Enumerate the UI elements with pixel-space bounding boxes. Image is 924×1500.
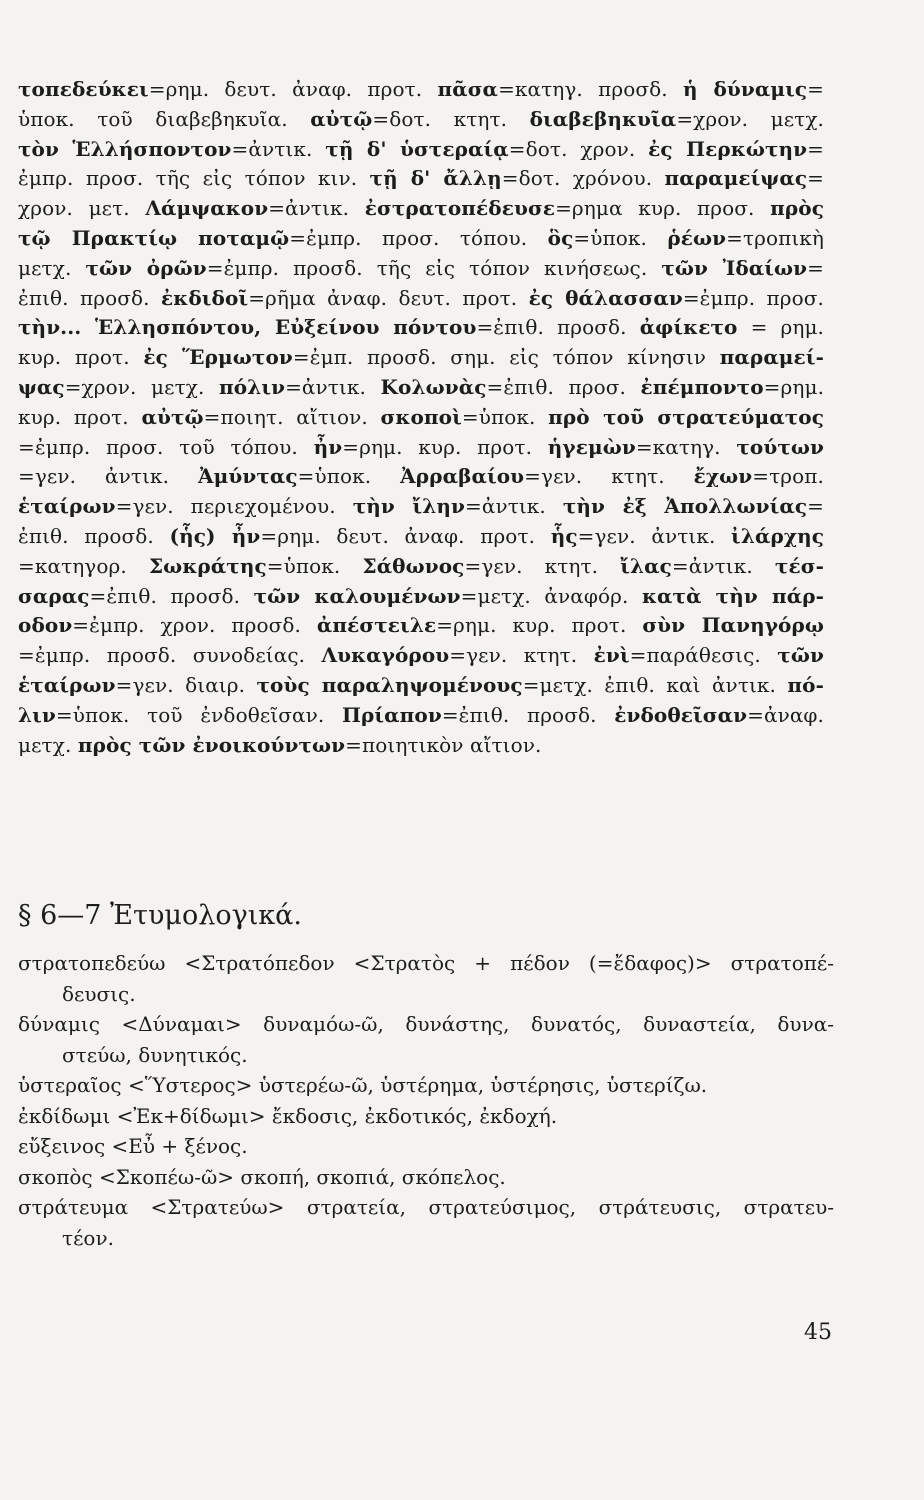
analyzed-word: παραμεί- — [719, 345, 824, 370]
analyzed-word: ἐκδιδοῖ — [160, 285, 249, 310]
analyzed-word: τῶν Ἰδαίων — [661, 255, 808, 280]
grammar-note: =ἐμπρ. προσ. τόπου. — [289, 226, 548, 250]
grammar-note: =κατηγ. — [635, 434, 737, 459]
grammar-note: = — [807, 166, 824, 191]
analyzed-word: τῶν — [777, 643, 824, 668]
grammar-note: =ἐπιθ. προσδ. — [441, 702, 615, 727]
analyzed-word: Σωκράτης — [148, 553, 267, 578]
analyzed-word: σαρας — [18, 583, 90, 608]
grammar-note: =ἀναφ. — [747, 702, 824, 727]
grammar-note: =χρον. μετχ. — [676, 106, 825, 131]
analysis-line — [18, 223, 824, 253]
analyzed-word: αὐτῷ — [310, 106, 373, 131]
analysis-line — [18, 640, 824, 670]
analyzed-word: ἡ δύναμις — [682, 77, 808, 101]
grammar-note: κυρ. προτ. — [18, 345, 144, 370]
analyzed-word: ἐπέμποντο — [640, 375, 764, 399]
etymology-continuation: τέον. — [62, 1225, 114, 1250]
grammar-note: =δοτ. κτητ. — [372, 106, 530, 131]
analyzed-word: ἀφίκετο — [639, 315, 738, 340]
grammar-note: =ρημ. δευτ. ἀναφ. προτ. — [260, 524, 551, 548]
analyzed-word: πᾶσα — [437, 77, 499, 101]
grammar-note: =ἐμπ. προσδ. σημ. εἰς τόπον κίνησιν — [292, 345, 720, 370]
analyzed-word: τὴν... Ἑλλησπόντου, Εὐξείνου πόντου — [18, 315, 477, 340]
grammar-note: =δοτ. χρον. — [508, 136, 649, 161]
analysis-line — [18, 163, 824, 193]
grammar-note: =γεν. ἀντικ. — [18, 464, 199, 489]
analysis-line — [18, 432, 824, 462]
grammar-note: =ποιητικὸν αἴτιον. — [345, 732, 542, 757]
analyzed-word: τῶν ὀρῶν — [85, 255, 207, 280]
analyzed-word: τοπεδεύκει — [18, 77, 149, 101]
grammar-note: μετχ. — [18, 732, 78, 757]
grammar-note: =ὑποκ. — [573, 226, 668, 250]
grammar-note: ἐπιθ. προσδ. — [18, 524, 170, 548]
grammar-note: =ἐπιθ. προσδ. — [89, 583, 254, 608]
analyzed-word: παραμείψας — [664, 166, 808, 191]
analysis-line — [18, 700, 824, 730]
analyzed-word: ἐς Περκώτην — [648, 136, 808, 161]
analyzed-word: πρὸς — [770, 196, 825, 221]
etymology-continuation: δευσις. — [62, 981, 136, 1006]
etymology-entry: ἐκδίδωμι <Ἐκ+δίδωμι> ἔκδοσις, ἐκδοτικός, ἐκδοχή. — [18, 1103, 558, 1128]
analyzed-word: Κολωνὰς — [380, 375, 487, 399]
grammar-note: ἐπιθ. προσδ. — [18, 285, 161, 310]
analyzed-word: ψας — [18, 375, 65, 399]
analysis-line — [18, 610, 824, 640]
analyzed-word: Λυκαγόρου — [321, 643, 450, 668]
analysis-line — [18, 581, 824, 611]
analysis-line — [18, 134, 824, 164]
analyzed-word: ῥέων — [667, 226, 727, 250]
grammar-note: =ἀντικ. — [268, 196, 365, 221]
analyzed-word: σκοποὶ — [380, 404, 462, 429]
analyzed-word: τὸν Ἑλλήσποντον — [18, 136, 232, 161]
etymology-continuation: στεύω, δυνητικός. — [62, 1042, 248, 1067]
analyzed-word: τοὺς παραληψομένους — [256, 673, 523, 697]
analysis-line — [18, 283, 824, 313]
grammar-note: =χρον. μετχ. — [64, 375, 220, 399]
analysis-line — [18, 74, 824, 104]
grammar-note: =ὑποκ. — [266, 553, 363, 578]
analysis-line — [18, 193, 824, 223]
analyzed-word: ὃς — [547, 226, 574, 250]
grammar-note: =ἀντικ. — [285, 375, 381, 399]
etymology-entry: στρατοπεδεύω <Στρατόπεδον <Στρατὸς + πέδον (=ἔδαφος)> στρατοπέ- — [18, 951, 834, 975]
grammar-note: =γεν. κτητ. — [464, 553, 621, 578]
analyzed-word: πρὸς τῶν ἐνοικούντων — [77, 732, 346, 757]
analyzed-word: τῇ δ' ὑστεραίᾳ — [325, 136, 509, 161]
analysis-line — [18, 670, 824, 700]
analyzed-word: ἡγεμὼν — [547, 434, 636, 459]
grammar-note: =δοτ. χρόνου. — [501, 166, 665, 191]
analyzed-word: πόλιν — [219, 375, 286, 399]
grammar-note: =ὑποκ. — [297, 464, 401, 489]
grammar-note: =ὑποκ. τοῦ ἐνδοθεῖσαν. — [55, 702, 342, 727]
etymology-entry: δύναμις <Δύναμαι> δυναμόω-ῶ, δυνάστης, δυνατός, δυναστεία, δυνα- — [18, 1012, 834, 1036]
page-number: 45 — [804, 1320, 832, 1345]
analysis-line — [18, 730, 541, 760]
grammar-note: =ἀντικ. — [671, 553, 775, 578]
analyzed-word: ἦν — [313, 434, 343, 459]
grammar-note: = — [807, 77, 824, 101]
grammar-note: =ἐμπρ. προσδ. συνοδείας. — [18, 643, 322, 668]
analyzed-word: τῇ δ' ἄλλῃ — [369, 166, 502, 191]
analysis-line — [18, 372, 824, 402]
analyzed-word: κατὰ τὴν πάρ- — [641, 583, 825, 608]
grammar-note: =ρημ. κυρ. προτ. — [436, 613, 643, 638]
analyzed-word: τούτων — [736, 434, 824, 459]
grammar-note: = — [807, 136, 824, 161]
grammar-note: =ἀντικ. — [464, 494, 563, 519]
grammar-note: ὑποκ. τοῦ διαβεβηκυῖα. — [18, 106, 311, 131]
analyzed-word: ἰλάρχης — [731, 524, 825, 548]
analyzed-word: ἑταίρων — [18, 494, 116, 519]
analyzed-word: (ἧς) ἦν — [169, 524, 261, 548]
grammar-note: =ρημ. — [763, 375, 825, 399]
analyzed-word: οδον — [18, 613, 73, 638]
grammar-note: =μετχ. ἐπιθ. καὶ ἀντικ. — [522, 673, 788, 697]
section-heading: § 6—7 Ἐτυμολογικά. — [18, 900, 302, 931]
grammar-note: = — [807, 255, 825, 280]
analysis-line — [18, 521, 824, 551]
analyzed-word: ἐνὶ — [593, 643, 630, 668]
grammar-note: =ἐμπρ. προσδ. τῆς εἰς τόπον κινήσεως. — [206, 255, 662, 280]
grammar-note: =ρημα κυρ. προσ. — [555, 196, 771, 221]
grammar-note: =ρημ. κυρ. προτ. — [342, 434, 548, 459]
analyzed-word: ἐνδοθεῖσαν — [614, 702, 748, 727]
grammar-note: μετχ. — [18, 255, 86, 280]
grammar-note: =τροπικὴ — [726, 226, 824, 250]
grammar-note: χρον. μετ. — [18, 196, 146, 221]
etymology-entry: εὔξεινος <Εὖ + ξένος. — [18, 1134, 248, 1158]
grammar-note: =ἐπιθ. προσ. — [486, 375, 641, 399]
grammar-note: =ἀντικ. — [231, 136, 326, 161]
grammar-note: =ἐμπρ. προσ. — [682, 285, 824, 310]
analysis-line — [18, 402, 824, 432]
analyzed-word: λιν — [18, 702, 56, 727]
analyzed-word: ἔχων — [693, 464, 753, 489]
analysis-line — [18, 551, 824, 581]
etymology-entry: ὑστεραῖος <Ὕστερος> ὑστερέω-ῶ, ὑστέρημα, ὑστέρησις, ὑστερίζω. — [18, 1073, 708, 1097]
grammar-note: =γεν. περιεχομένου. — [115, 494, 353, 519]
grammar-note: =ἐμπρ. χρον. προσδ. — [72, 613, 317, 638]
grammar-note: =γεν. διαιρ. — [115, 673, 257, 697]
analyzed-word: Ἀρραβαίου — [400, 464, 525, 489]
analysis-line — [18, 312, 824, 342]
etymology-entry: σκοπὸς <Σκοπέω-ῶ> σκοπή, σκοπιά, σκόπελος. — [18, 1164, 506, 1189]
analyzed-word: ἐς θάλασσαν — [528, 285, 683, 310]
analysis-line — [18, 342, 824, 372]
grammar-note: =ἐμπρ. προσ. τοῦ τόπου. — [18, 434, 314, 459]
analyzed-word: ἧς — [550, 524, 578, 548]
analyzed-word: διαβεβηκυῖα — [529, 106, 677, 131]
analyzed-word: ἐστρατοπέδευσε — [364, 196, 556, 221]
grammar-note: =κατηγ. προσδ. — [498, 77, 683, 101]
analyzed-word: τῶν καλουμένων — [253, 583, 461, 608]
grammar-note: =ἐπιθ. προσδ. — [476, 315, 640, 340]
analyzed-word: ἑταίρων — [18, 673, 116, 697]
grammar-note: =κατηγορ. — [18, 553, 149, 578]
grammar-note: =ὑποκ. — [461, 404, 549, 429]
etymology-entry: στράτευμα <Στρατεύω> στρατεία, στρατεύσιμος, στράτευσις, στρατευ- — [18, 1195, 834, 1219]
grammar-note: =ρῆμα ἀναφ. δευτ. προτ. — [248, 285, 529, 310]
grammar-note: =γεν. κτητ. — [524, 464, 694, 489]
grammar-note: κυρ. προτ. — [18, 404, 142, 429]
analysis-line — [18, 461, 824, 491]
analyzed-word: πό- — [787, 673, 824, 697]
grammar-note: = ρημ. — [737, 315, 825, 340]
grammar-note: =μετχ. ἀναφόρ. — [460, 583, 642, 608]
analysis-line — [18, 104, 824, 134]
analyzed-word: αὐτῷ — [141, 404, 204, 429]
grammar-note: ἐμπρ. προσ. τῆς εἰς τόπον κιν. — [18, 166, 370, 191]
analyzed-word: Ἀμύντας — [198, 464, 298, 489]
grammar-note: =ρημ. δευτ. ἀναφ. προτ. — [148, 77, 438, 101]
analyzed-word: τὴν ἴλην — [352, 494, 465, 519]
analyzed-word: Λάμψακον — [145, 196, 269, 221]
grammar-note: =παράθεσις. — [629, 643, 778, 668]
grammar-note: =γεν. κτητ. — [449, 643, 594, 668]
analyzed-word: σὺν Πανηγόρῳ — [642, 613, 825, 638]
grammar-note: =τροπ. — [752, 464, 824, 489]
grammar-note: =γεν. ἀντικ. — [577, 524, 732, 548]
analyzed-word: ἀπέστειλε — [316, 613, 437, 638]
analyzed-word: τῷ Πρακτίῳ ποταμῷ — [18, 226, 290, 250]
grammar-note: =ποιητ. αἴτιον. — [203, 404, 381, 429]
analyzed-word: Πρίαπον — [342, 702, 442, 727]
analyzed-word: ἐς Ἕρμωτον — [143, 345, 293, 370]
analysis-line — [18, 253, 824, 283]
analyzed-word: τὴν ἐξ Ἀπολλωνίας — [562, 494, 808, 519]
grammar-note: = — [807, 494, 824, 519]
analyzed-word: ἴλας — [620, 553, 672, 578]
analyzed-word: πρὸ τοῦ στρατεύματος — [548, 404, 824, 429]
analysis-line — [18, 491, 824, 521]
analyzed-word: Σάθωνος — [362, 553, 465, 578]
analyzed-word: τέσ- — [774, 553, 824, 578]
